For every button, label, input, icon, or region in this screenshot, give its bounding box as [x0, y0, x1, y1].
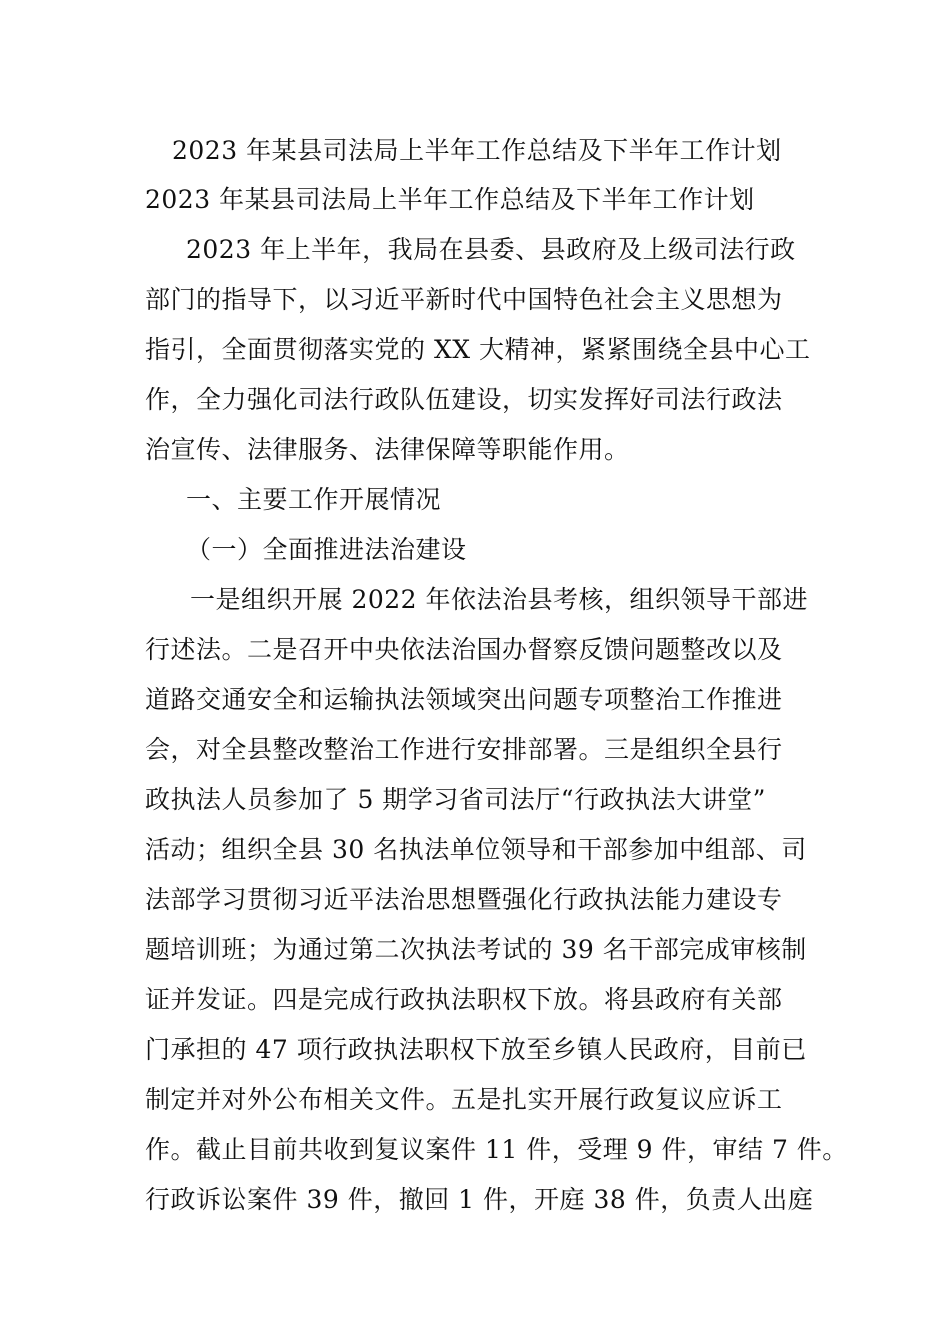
body-paragraph-line: 活动；组织全县 30 名执法单位领导和干部参加中组部、司 [145, 835, 807, 864]
body-paragraph-line: 行政诉讼案件 39 件，撤回 1 件，开庭 38 件，负责人出庭 [145, 1185, 814, 1214]
section-heading: 一、主要工作开展情况 [186, 485, 442, 514]
body-paragraph-line: 行述法。二是召开中央依法治国办督察反馈问题整改以及 [145, 635, 783, 664]
body-paragraph-line: 道路交通安全和运输执法领域突出问题专项整治工作推进 [145, 685, 783, 714]
body-paragraph-line: 法部学习贯彻习近平法治思想暨强化行政执法能力建设专 [145, 885, 783, 914]
intro-paragraph-line: 2023 年上半年，我局在县委、县政府及上级司法行政 [186, 235, 796, 264]
body-paragraph-line: 证并发证。四是完成行政执法职权下放。将县政府有关部 [145, 985, 783, 1014]
body-paragraph-line: 一是组织开展 2022 年依法治县考核，组织领导干部进 [190, 585, 809, 614]
body-paragraph-line: 会，对全县整改整治工作进行安排部署。三是组织全县行 [145, 735, 783, 764]
body-paragraph-line: 政执法人员参加了 5 期学习省司法厅“行政执法大讲堂” [145, 785, 766, 814]
body-paragraph-line: 题培训班；为通过第二次执法考试的 39 名干部完成审核制 [145, 935, 807, 964]
body-paragraph-line: 制定并对外公布相关文件。五是扎实开展行政复议应诉工 [145, 1085, 783, 1114]
document-title-repeat: 2023 年某县司法局上半年工作总结及下半年工作计划 [145, 185, 755, 214]
intro-paragraph-line: 作，全力强化司法行政队伍建设，切实发挥好司法行政法 [145, 385, 783, 414]
subsection-heading: （一）全面推进法治建设 [186, 535, 467, 564]
intro-paragraph-line: 治宣传、法律服务、法律保障等职能作用。 [145, 435, 630, 464]
body-paragraph-line: 作。截止目前共收到复议案件 11 件，受理 9 件，审结 7 件。 [145, 1135, 848, 1164]
intro-paragraph-line: 指引，全面贯彻落实党的 XX 大精神，紧紧围绕全县中心工 [145, 335, 811, 364]
document-title: 2023 年某县司法局上半年工作总结及下半年工作计划 [172, 136, 782, 165]
intro-paragraph-line: 部门的指导下，以习近平新时代中国特色社会主义思想为 [145, 285, 783, 314]
body-paragraph-line: 门承担的 47 项行政执法职权下放至乡镇人民政府，目前已 [145, 1035, 807, 1064]
